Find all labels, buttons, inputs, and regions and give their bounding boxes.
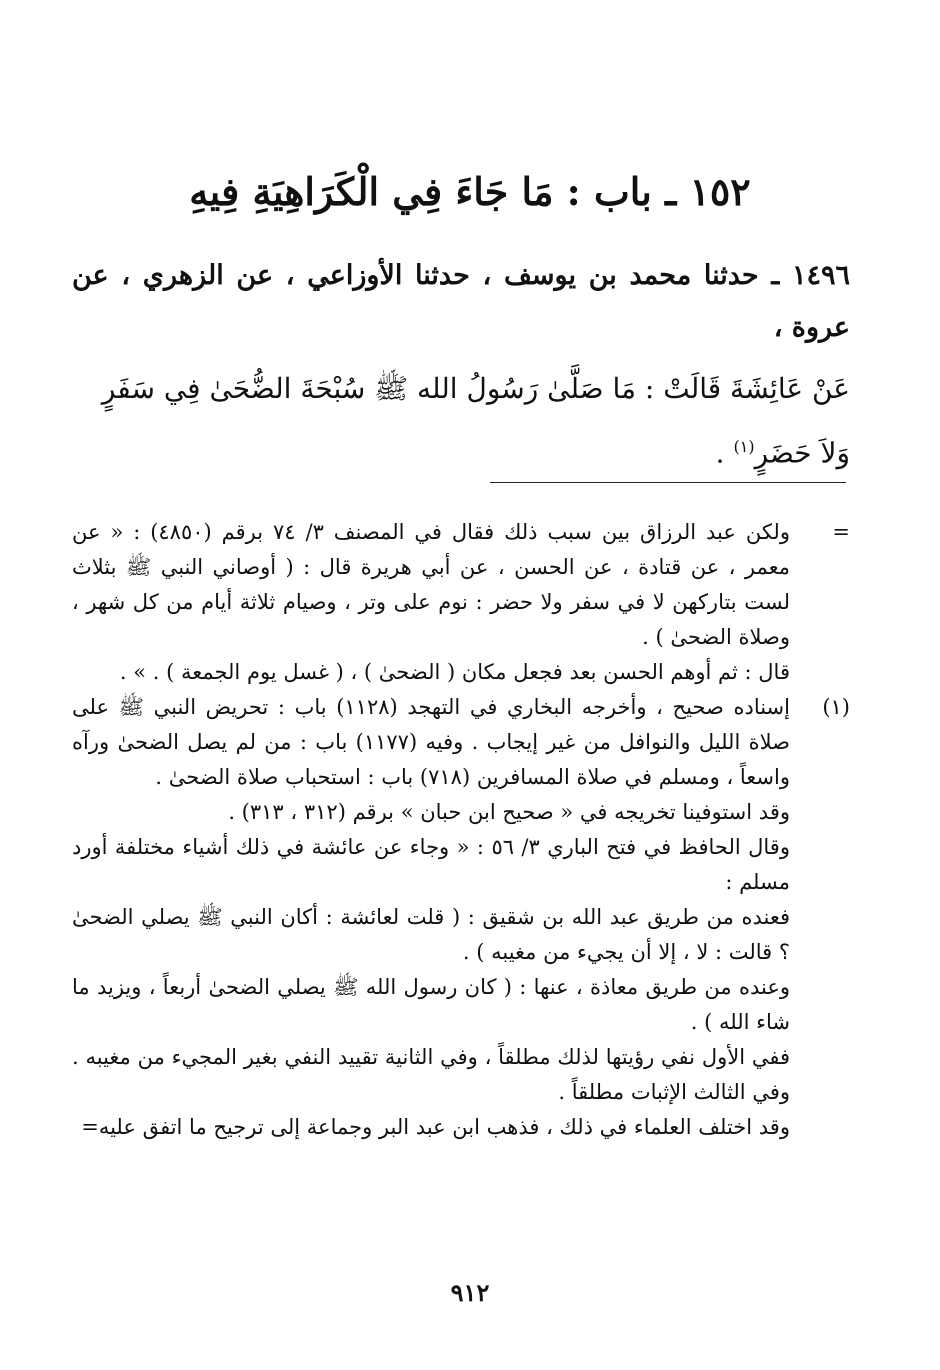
footnote-number: (١) <box>822 695 850 719</box>
footnote-body <box>72 515 790 690</box>
footnote-reference: (١) <box>733 437 755 456</box>
page-number: ٩١٢ <box>450 1278 490 1307</box>
footnote-paragraph: ولكن عبد الرزاق بين سبب ذلك فقال في المصنف ٣/ ٧٤ برقم (٤٨٥٠) : « عن معمر ، عن قتادة ، عن الحسن ، عن أبي هريرة قال : ( أوصاني النبي ﷺ بثلاث لست بتاركهن لا في سفر ولا حضر : نوم على وتر ، وصيام ثلاثة أيام من كل شهر ، وصلاة الضحىٰ ) . <box>72 520 790 649</box>
matn-line-1: عَنْ عَائِشَةَ قَالَتْ : مَا صَلَّىٰ رَسُولُ الله ﷺ سُبْحَةَ الضُّحَىٰ فِي سَفَرٍ <box>101 372 850 405</box>
hadith-isnad: ١٤٩٦ ـ حدثنا محمد بن يوسف ، حدثنا الأوزاعي ، عن الزهري ، عن عروة ، <box>72 260 850 343</box>
footnote-separator <box>490 482 846 483</box>
footnote-paragraph: فعنده من طريق عبد الله بن شقيق : ( قلت لعائشة : أكان النبي ﷺ يصلي الضحىٰ ؟ قالت : لا ، إلا أن يجيء من مغيبه ) . <box>72 905 790 964</box>
continuation-marker: = <box>832 520 850 544</box>
footnote-continuation <box>72 515 850 690</box>
footnote-paragraph: قال : ثم أوهم الحسن بعد فجعل مكان ( الضحىٰ ) ، ( غسل يوم الجمعة ) . » . <box>119 660 790 684</box>
footnote-paragraph: إسناده صحيح ، وأخرجه البخاري في التهجد (١١٢٨) باب : تحريض النبي ﷺ على صلاة الليل والنوافل من غير إيجاب . وفيه (١١٧٧) باب : من لم يصل الضحىٰ ورآه واسعاً ، ومسلم في صلاة المسافرين (٧١٨) باب : استحباب صلاة الضحىٰ . <box>72 695 790 789</box>
footnote-paragraph: وقال الحافظ في فتح الباري ٣/ ٥٦ : « وجاء عن عائشة في ذلك أشياء مختلفة أورد مسلم : <box>72 835 790 894</box>
footnote-paragraph: وقد استوفينا تخريجه في « صحيح ابن حبان » برقم (٣١٢ ، ٣١٣) . <box>228 800 790 824</box>
footnote-1 <box>72 690 850 1145</box>
matn-line-2 <box>72 418 850 482</box>
hadith-matn <box>72 360 850 482</box>
matn-end: . <box>715 436 734 470</box>
footnotes <box>72 515 850 1145</box>
footnote-paragraph: ففي الأول نفي رؤيتها لذلك مطلقاً ، وفي الثانية تقييد النفي بغير المجيء من مغيبه . وفي الثالث الإثبات مطلقاً . <box>72 1045 790 1104</box>
footnote-paragraph: وعنده من طريق معاذة ، عنها : ( كان رسول الله ﷺ يصلي الضحىٰ أربعاً ، ويزيد ما شاء الله ) . <box>72 975 790 1034</box>
footnote-paragraph: وقد اختلف العلماء في ذلك ، فذهب ابن عبد البر وجماعة إلى ترجيح ما اتفق عليه= <box>81 1115 790 1139</box>
footnote-body <box>72 690 790 1145</box>
chapter-title: ١٥٢ ـ باب : مَا جَاءَ فِي الْكَرَاهِيَةِ فِيهِ <box>189 169 751 214</box>
matn-text: وَلاَ حَضَرٍ <box>754 436 850 470</box>
